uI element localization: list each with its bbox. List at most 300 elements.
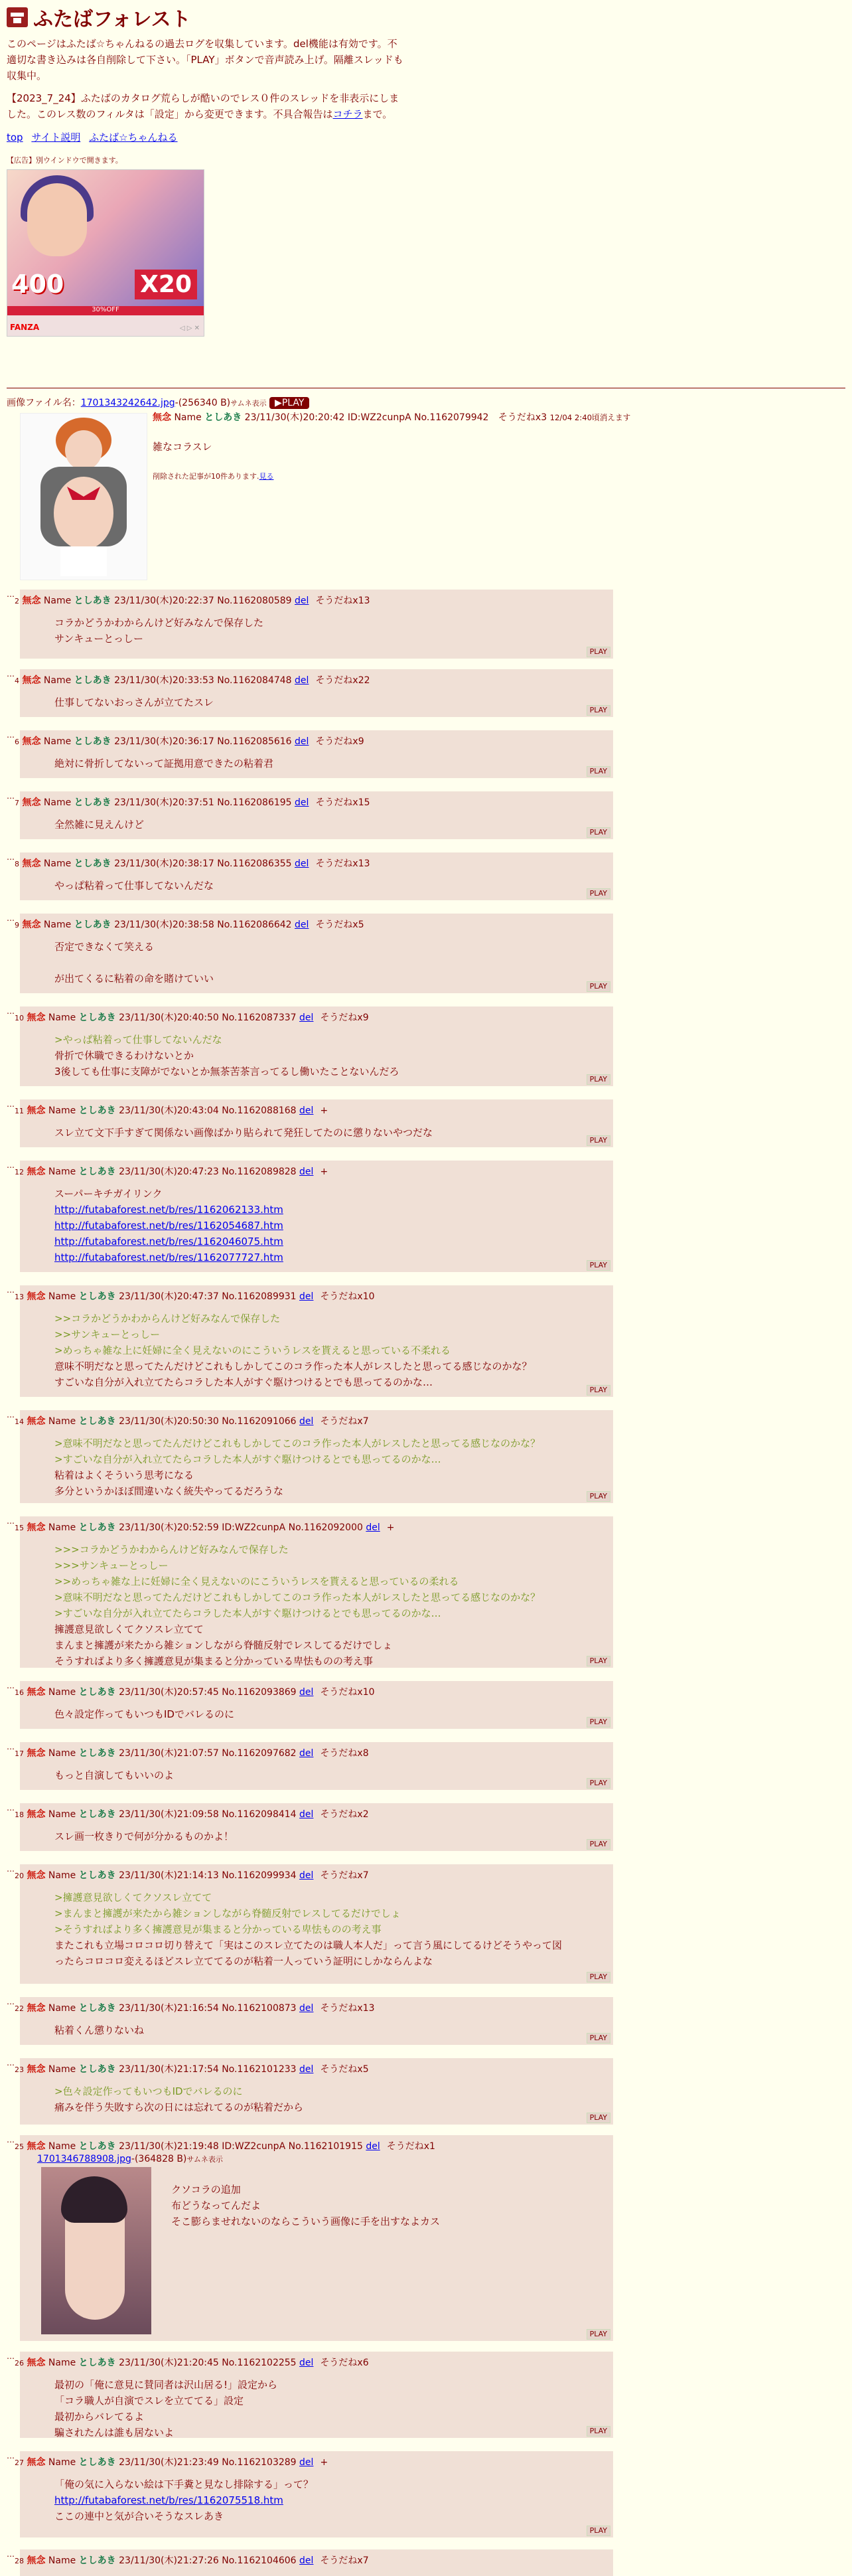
reply-index: 23 — [15, 2065, 24, 2074]
reply-quote-line: >>>サンキューとっしー — [54, 1560, 169, 1571]
reply-sodane[interactable]: + — [320, 1105, 328, 1116]
reply-header — [15, 1414, 369, 1427]
ad-price: 400 — [11, 270, 64, 299]
reply-url-link[interactable]: http://futabaforest.net/b/res/1162075518.htm — [54, 2494, 283, 2506]
reply-number[interactable]: No.1162100873 — [222, 2003, 297, 2014]
reply-quote-line: >すごいな自分が入れ立てたらコラした本人がすぐ駆けつけるとでも思ってるのかな… — [54, 1607, 441, 1619]
reply-header — [15, 856, 370, 870]
reply-quote-line: >>コラかどうかわからんけど好みなんで保存した — [54, 1313, 281, 1325]
reply-play-button[interactable]: PLAY — [587, 1778, 610, 1789]
reply-play-button[interactable]: PLAY — [587, 1074, 610, 1085]
reply-line: そうすればより多く擁護意見が集まると分かっている卑怯ものの考え事 — [54, 1655, 374, 1667]
reply-subject: 無念 — [27, 1291, 46, 1302]
reply-line: 擁護意見欲しくてクソスレ立てて — [54, 1623, 204, 1635]
reply-message — [54, 1125, 433, 1141]
nav-futaba-link[interactable]: ふたば☆ちゃんねる — [89, 131, 178, 143]
reply-index: 13 — [15, 1293, 24, 1301]
reply-name: としあき — [78, 1167, 116, 1177]
reply-del-link[interactable]: del — [295, 797, 309, 808]
reply-number[interactable]: No.1162098414 — [222, 1809, 297, 1820]
reply-file-size: -(364828 B) — [131, 2154, 187, 2164]
reply-post — [7, 2135, 613, 2341]
reply-sodane[interactable]: そうだねx15 — [315, 797, 370, 808]
reply-sodane[interactable]: そうだねx1 — [386, 2141, 435, 2152]
reply-quote-line: >>めっちゃ雑な上に妊婦に全く見えないのにこういうレスを貰えると思っているの柔れる — [54, 1575, 459, 1587]
reply-index: 8 — [15, 860, 19, 868]
reply-header — [15, 2455, 328, 2468]
reply-line — [54, 2492, 313, 2508]
reply-subject: 無念 — [27, 1522, 46, 1533]
reply-subject: 無念 — [27, 2457, 46, 2468]
reply-subject: 無念 — [22, 736, 41, 747]
op-number[interactable]: No.1162079942 — [414, 412, 489, 423]
reply-play-button[interactable]: PLAY — [587, 1656, 610, 1666]
reply-number[interactable]: No.1162089931 — [222, 1291, 297, 1302]
reply-name: としあき — [78, 2457, 116, 2468]
reply-line — [54, 1202, 283, 1218]
reply-sodane[interactable]: そうだねx13 — [320, 2003, 375, 2014]
reply-header — [15, 918, 364, 931]
reply-index: 25 — [15, 2142, 24, 2151]
reply-number[interactable]: No.1162093869 — [222, 1687, 297, 1698]
reply-menu-icon[interactable]: … — [7, 1742, 15, 1751]
ad-banner[interactable] — [7, 169, 204, 337]
op-thumb-note[interactable]: サムネ表示 — [230, 399, 267, 408]
reply-message — [54, 1032, 399, 1080]
reply-line: 最初の「俺に意見に賛同者は沢山居る!」設定から — [54, 2379, 278, 2391]
op-file-size: -(256340 B) — [175, 398, 231, 408]
reply-name-label: Name — [43, 797, 72, 808]
reply-index: 14 — [15, 1417, 24, 1426]
reply-quote-line: >>サンキューとっしー — [54, 1328, 161, 1340]
logo-icon[interactable] — [7, 7, 28, 27]
reply-header — [15, 1685, 375, 1698]
reply-message — [54, 1828, 234, 1844]
reply-name-label: Name — [48, 2003, 76, 2014]
op-id: ID:WZ2cunpA — [347, 412, 411, 423]
reply-del-link[interactable]: del — [299, 1012, 314, 1023]
reply-line: 仕事してないおっさんが立てたスレ — [54, 696, 214, 708]
op-file-label: 画像ファイル名： — [7, 398, 81, 408]
reply-number[interactable]: No.1162085616 — [217, 736, 292, 747]
reply-del-link[interactable]: del — [299, 1748, 314, 1759]
reply-number[interactable]: No.1162091066 — [222, 1416, 297, 1427]
reply-number[interactable]: No.1162101915 — [288, 2141, 363, 2152]
reply-line: コラかどうかわからんけど好みなんで保存した — [54, 617, 264, 629]
reply-menu-icon[interactable]: … — [7, 1681, 15, 1690]
reply-name: としあき — [74, 920, 111, 930]
reply-name-label: Name — [43, 920, 72, 930]
reply-box — [15, 2058, 613, 2125]
reply-box — [15, 1681, 613, 1729]
reply-box — [15, 1410, 613, 1503]
bug-report-link[interactable]: コチラ — [332, 108, 363, 120]
reply-line: すごいな自分が入れ立てたらコラした本人がすぐ駆けつけるとでも思ってるのかな… — [54, 1376, 433, 1388]
reply-box — [15, 1803, 613, 1851]
op-expire: 12/04 2:40頃消えます — [549, 413, 631, 422]
intro-paragraph-2 — [7, 90, 405, 122]
reply-header — [15, 734, 364, 748]
reply-header — [15, 2553, 369, 2567]
reply-datetime: 23/11/30(木)21:23:49 — [119, 2457, 219, 2468]
reply-menu-icon[interactable]: … — [7, 1161, 15, 1170]
reply-message — [54, 2377, 277, 2441]
page-header — [0, 0, 852, 337]
reply-quote-line: >すごいな自分が入れ立てたらコラした本人がすぐ駆けつけるとでも思ってるのかな… — [54, 1453, 441, 1465]
reply-line: スーパーキチガイリンク — [54, 1188, 163, 1200]
reply-menu-icon[interactable]: … — [7, 1099, 15, 1109]
reply-play-button[interactable]: PLAY — [587, 1135, 610, 1146]
reply-subject: 無念 — [27, 1012, 46, 1023]
reply-quote-line: >擁護意見欲しくてクソスレ立てて — [54, 1892, 212, 1903]
reply-sodane[interactable]: そうだねx5 — [315, 920, 364, 930]
reply-play-button[interactable]: PLAY — [587, 2113, 610, 2123]
reply-subject: 無念 — [27, 1416, 46, 1427]
reply-del-link[interactable]: del — [299, 2457, 314, 2468]
reply-name-label: Name — [48, 1012, 76, 1023]
reply-number[interactable]: No.1162086195 — [217, 797, 292, 808]
reply-thumbnail[interactable] — [41, 2167, 151, 2334]
reply-name: としあき — [78, 1809, 116, 1820]
reply-quote-line: >そうすればより多く擁護意見が集まると分かっている卑怯ものの考え事 — [54, 1923, 382, 1935]
reply-play-button[interactable]: PLAY — [587, 827, 610, 838]
reply-line — [54, 1218, 283, 1234]
reply-menu-icon[interactable]: … — [7, 1803, 15, 1812]
reply-line: 3後しても仕事に支障がでないとか無茶苦茶言ってるし働いたことないんだろ — [54, 1066, 399, 1078]
reply-box — [15, 1516, 613, 1668]
reply-menu-icon[interactable]: … — [7, 590, 15, 599]
reply-number[interactable]: No.1162089828 — [222, 1167, 297, 1177]
reply-line: まんまと擁護が来たから雑ションしながら脊髄反射でレスしてるだけでしょ — [54, 1639, 393, 1651]
op-sodane[interactable]: そうだねx3 — [498, 412, 547, 423]
reply-number[interactable]: No.1162097682 — [222, 1748, 297, 1759]
reply-del-link[interactable]: del — [299, 2358, 314, 2368]
reply-menu-icon[interactable]: … — [7, 2135, 15, 2144]
reply-del-link[interactable]: del — [366, 1522, 380, 1533]
reply-play-button[interactable]: PLAY — [587, 888, 610, 899]
reply-line: クソコラの追加 — [171, 2184, 241, 2196]
reply-post — [7, 2058, 613, 2125]
op-thumbnail[interactable] — [20, 413, 147, 580]
reply-play-button[interactable]: PLAY — [587, 1839, 610, 1850]
reply-del-link[interactable]: del — [299, 1105, 314, 1116]
reply-index: 26 — [15, 2359, 24, 2368]
reply-menu-icon[interactable]: … — [7, 914, 15, 923]
reply-url-link[interactable]: http://futabaforest.net/b/res/1162077727.htm — [54, 1251, 283, 1263]
reply-index: 10 — [15, 1014, 24, 1022]
reply-datetime: 23/11/30(木)20:52:59 — [119, 1522, 219, 1533]
reply-line: 絶対に骨折してないって証拠用意できたの粘着君 — [54, 758, 274, 769]
op-deleted-note-text: 削除された記事が10件あります. — [153, 472, 259, 481]
reply-line: 骨折で休職できるわけないとか — [54, 1050, 194, 1062]
reply-sodane[interactable]: そうだねx8 — [320, 1748, 369, 1759]
reply-sodane[interactable]: そうだねx13 — [315, 858, 370, 869]
reply-menu-icon[interactable]: … — [7, 1864, 15, 1874]
reply-subject: 無念 — [22, 858, 41, 869]
reply-subject: 無念 — [27, 1105, 46, 1116]
op-file-line — [7, 396, 845, 409]
reply-sodane[interactable]: そうだねx9 — [315, 736, 364, 747]
reply-datetime: 23/11/30(木)20:36:17 — [114, 736, 214, 747]
reply-url-link[interactable]: http://futabaforest.net/b/res/1162062133.htm — [54, 1204, 283, 1216]
reply-quote-line: >やっぱ粘着って仕事してないんだな — [54, 1034, 222, 1046]
reply-number[interactable]: No.1162080589 — [217, 596, 292, 606]
reply-play-button[interactable]: PLAY — [587, 647, 610, 657]
reply-menu-icon[interactable]: … — [7, 669, 15, 679]
reply-del-link[interactable]: del — [295, 736, 309, 747]
reply-del-link[interactable]: del — [299, 1687, 314, 1698]
reply-datetime: 23/11/30(木)20:38:17 — [114, 858, 214, 869]
reply-post — [7, 1742, 613, 1790]
reply-box — [15, 2549, 613, 2576]
op-name-label: Name — [174, 412, 202, 423]
reply-datetime: 23/11/30(木)20:40:50 — [119, 1012, 219, 1023]
reply-name-label: Name — [48, 1809, 76, 1820]
reply-del-link[interactable]: del — [299, 1167, 314, 1177]
reply-menu-icon[interactable]: … — [7, 1410, 15, 1419]
reply-header — [15, 1520, 395, 1534]
reply-del-link[interactable]: del — [299, 1291, 314, 1302]
reply-name: としあき — [74, 596, 111, 606]
reply-sodane[interactable]: そうだねx5 — [320, 2064, 369, 2075]
reply-name: としあき — [78, 1870, 116, 1881]
reply-number[interactable]: No.1162099934 — [222, 1870, 297, 1881]
reply-number[interactable]: No.1162104606 — [222, 2555, 297, 2566]
reply-line: 「俺の気に入らない絵は下手糞と見なし排除する」って？ — [54, 2478, 314, 2490]
reply-number[interactable]: No.1162087337 — [222, 1012, 297, 1023]
reply-menu-icon[interactable]: … — [7, 1516, 15, 1526]
site-title[interactable]: ふたばフォレスト — [33, 8, 191, 31]
reply-header — [15, 795, 370, 809]
reply-del-link[interactable]: del — [295, 675, 309, 686]
reply-number[interactable]: No.1162092000 — [288, 1522, 363, 1533]
reply-id: ID:WZ2cunpA — [222, 1522, 286, 1533]
reply-line: 最初からバレてるよ — [54, 2411, 145, 2423]
reply-name-label: Name — [48, 2141, 76, 2152]
reply-name-label: Name — [43, 736, 72, 747]
reply-header — [15, 1103, 328, 1117]
reply-name: としあき — [78, 1522, 116, 1533]
reply-play-button[interactable]: PLAY — [587, 2526, 610, 2536]
reply-sodane[interactable]: + — [320, 2457, 328, 2468]
reply-del-link[interactable]: del — [366, 2141, 380, 2152]
reply-del-link[interactable]: del — [299, 1809, 314, 1820]
reply-thumb-hair-shape — [61, 2176, 127, 2223]
reply-name-label: Name — [48, 1105, 76, 1116]
reply-name-label: Name — [48, 2457, 76, 2468]
reply-play-button[interactable]: PLAY — [587, 1491, 610, 1502]
reply-number[interactable]: No.1162086355 — [217, 858, 292, 869]
reply-del-link[interactable]: del — [299, 2064, 314, 2075]
intro-paragraph-2-text: 【2023_7_24】ふたばのカタログ荒らしが酷いのでレス０件のスレッドを非表示にしました。このレス数のフィルタは「設定」から変更できます。不具合報告は — [7, 92, 399, 120]
reply-name-label: Name — [43, 858, 72, 869]
reply-quote-line: >めっちゃ雑な上に妊婦に全く見えないのにこういうレスを貰えると思っている不柔れる — [54, 1344, 451, 1356]
reply-name-label: Name — [48, 1167, 76, 1177]
reply-line: 意味不明だなと思ってたんだけどこれもしかしてこのコラ作った本人がレスしたと思ってる感じなのかな？ — [54, 1360, 532, 1372]
reply-index: 15 — [15, 1524, 24, 1532]
reply-post — [7, 1864, 613, 1984]
reply-play-button[interactable]: PLAY — [587, 1717, 610, 1728]
reply-post — [7, 2352, 613, 2438]
reply-index: 2 — [15, 597, 19, 605]
reply-name-label: Name — [48, 2358, 76, 2368]
nav-top-link[interactable]: top — [7, 131, 23, 143]
reply-index: 12 — [15, 1168, 24, 1176]
reply-number[interactable]: No.1162088168 — [222, 1105, 297, 1116]
op-file-link[interactable]: 1701343242642.jpg — [80, 398, 175, 408]
nav-about-link[interactable]: サイト説明 — [31, 131, 81, 143]
reply-menu-icon[interactable]: … — [7, 730, 15, 740]
reply-file-link[interactable]: 1701346788908.jpg — [37, 2154, 131, 2164]
op-deleted-view-link[interactable]: 見る — [259, 472, 274, 481]
reply-del-link[interactable]: del — [295, 596, 309, 606]
reply-datetime: 23/11/30(木)20:37:51 — [114, 797, 214, 808]
reply-message — [54, 615, 263, 647]
reply-play-button[interactable]: PLAY — [587, 766, 610, 777]
op-post — [7, 409, 845, 578]
intro-paragraph-2-suffix: まで。 — [362, 108, 393, 120]
reply-del-link[interactable]: del — [299, 1416, 314, 1427]
reply-box — [15, 2135, 613, 2341]
reply-thumb-note[interactable]: サムネ表示 — [186, 2155, 223, 2164]
reply-del-link[interactable]: del — [295, 858, 309, 869]
reply-sodane[interactable]: そうだねx7 — [320, 2555, 369, 2566]
reply-index: 4 — [15, 677, 19, 685]
reply-menu-icon[interactable]: … — [7, 1006, 15, 1016]
reply-box — [15, 2352, 613, 2439]
reply-subject: 無念 — [27, 2555, 46, 2566]
reply-line: ここの連中と気が合いそうなスレあき — [54, 2510, 224, 2522]
reply-line: 布どうなってんだよ — [171, 2200, 261, 2212]
reply-number[interactable]: No.1162101233 — [222, 2064, 297, 2075]
reply-index: 28 — [15, 2557, 24, 2565]
reply-del-link[interactable]: del — [299, 2003, 314, 2014]
reply-menu-icon[interactable]: … — [7, 1997, 15, 2006]
reply-play-button[interactable]: PLAY — [587, 2426, 610, 2437]
reply-play-button[interactable]: PLAY — [587, 2329, 610, 2340]
reply-datetime: 23/11/30(木)21:17:54 — [119, 2064, 219, 2075]
op-message: 雑なコラスレ — [153, 441, 212, 453]
reply-number[interactable]: No.1162084748 — [217, 675, 292, 686]
reply-line — [54, 1249, 283, 1265]
reply-header — [15, 2001, 375, 2014]
reply-message — [171, 2182, 440, 2229]
reply-sodane[interactable]: そうだねx2 — [320, 1809, 369, 1820]
reply-post — [7, 914, 613, 993]
reply-menu-icon[interactable]: … — [7, 2451, 15, 2460]
reply-post — [7, 1410, 613, 1503]
reply-menu-icon[interactable]: … — [7, 2549, 15, 2559]
reply-play-button[interactable]: PLAY — [587, 1385, 610, 1396]
reply-menu-icon[interactable]: … — [7, 1285, 15, 1295]
reply-message — [54, 817, 144, 833]
reply-index: 9 — [15, 921, 19, 929]
reply-sodane[interactable]: そうだねx7 — [320, 1870, 369, 1881]
reply-datetime: 23/11/30(木)20:22:37 — [114, 596, 214, 606]
reply-play-button[interactable]: PLAY — [587, 705, 610, 716]
reply-play-button[interactable]: PLAY — [587, 981, 610, 992]
reply-del-link[interactable]: del — [299, 1870, 314, 1881]
ad-face-shape — [27, 183, 87, 256]
reply-box — [15, 590, 613, 659]
reply-message — [54, 756, 273, 771]
reply-name: としあき — [78, 1105, 116, 1116]
reply-datetime: 23/11/30(木)20:33:53 — [114, 675, 214, 686]
reply-file-line — [37, 2154, 223, 2164]
reply-del-link[interactable]: del — [295, 920, 309, 930]
reply-name: としあき — [78, 2003, 116, 2014]
reply-menu-icon[interactable]: … — [7, 2058, 15, 2067]
reply-sodane[interactable]: + — [320, 1167, 328, 1177]
reply-line: 騙されたんは誰も居ないよ — [54, 2427, 175, 2439]
op-text — [153, 410, 630, 481]
reply-header — [15, 594, 370, 607]
reply-menu-icon[interactable]: … — [7, 791, 15, 801]
reply-line — [54, 955, 214, 971]
reply-number[interactable]: No.1162103289 — [222, 2457, 297, 2468]
reply-quote-line: >まんまと擁護が来たから雑ションしながら脊髄反射でレスしてるだけでしょ — [54, 1907, 401, 1919]
reply-quote-line: >>>コラかどうかわからんけど好みなんで保存した — [54, 1544, 289, 1556]
reply-play-button[interactable]: PLAY — [587, 1972, 610, 1982]
reply-quote-line: >意味不明だなと思ってたんだけどこれもしかしてこのコラ作った本人がレスしたと思ってる感じなのかな？ — [54, 1591, 541, 1603]
reply-sodane[interactable]: そうだねx6 — [320, 2358, 369, 2368]
reply-box — [15, 1099, 613, 1147]
reply-url-link[interactable]: http://futabaforest.net/b/res/1162054687.htm — [54, 1220, 283, 1232]
reply-number[interactable]: No.1162102255 — [222, 2358, 297, 2368]
reply-index: 18 — [15, 1811, 24, 1819]
reply-sodane[interactable]: そうだねx7 — [320, 1416, 369, 1427]
ad-nav-icons[interactable]: ◁ ▷ ✕ — [179, 325, 200, 332]
reply-number[interactable]: No.1162086642 — [217, 920, 292, 930]
reply-url-link[interactable]: http://futabaforest.net/b/res/1162046075.htm — [54, 1236, 283, 1248]
reply-sodane[interactable]: そうだねx13 — [315, 596, 370, 606]
thread — [7, 396, 845, 578]
reply-index: 27 — [15, 2458, 24, 2467]
reply-index: 20 — [15, 1872, 24, 1880]
reply-sodane[interactable]: そうだねx10 — [320, 1291, 375, 1302]
reply-name-label: Name — [48, 1748, 76, 1759]
reply-del-link[interactable]: del — [299, 2555, 314, 2566]
op-play-button[interactable]: ▶PLAY — [269, 397, 309, 409]
reply-message — [54, 1186, 283, 1265]
reply-sodane[interactable]: そうだねx22 — [315, 675, 370, 686]
reply-post — [7, 1516, 613, 1668]
reply-name-label: Name — [48, 1687, 76, 1698]
reply-menu-icon[interactable]: … — [7, 852, 15, 862]
reply-subject: 無念 — [22, 675, 41, 686]
reply-name-label: Name — [43, 596, 72, 606]
reply-sodane[interactable]: + — [386, 1522, 395, 1533]
reply-post — [7, 1285, 613, 1397]
reply-post — [7, 1161, 613, 1272]
reply-sodane[interactable]: そうだねx9 — [320, 1012, 369, 1023]
op-datetime: 23/11/30(木)20:20:42 — [244, 412, 345, 423]
reply-menu-icon[interactable]: … — [7, 2352, 15, 2361]
reply-line: 痛みを伴う失敗すら次の日には忘れてるのが粘着だから — [54, 2101, 304, 2113]
reply-message — [54, 2022, 144, 2038]
reply-message — [54, 1767, 174, 1783]
reply-sodane[interactable]: そうだねx10 — [320, 1687, 375, 1698]
reply-box — [15, 2451, 613, 2537]
reply-line: サンキューとっしー — [54, 633, 143, 645]
reply-datetime: 23/11/30(木)20:57:45 — [119, 1687, 219, 1698]
reply-header — [15, 2356, 369, 2369]
reply-play-button[interactable]: PLAY — [587, 2033, 610, 2044]
reply-post — [7, 1099, 613, 1147]
intro-text — [7, 36, 845, 122]
reply-play-button[interactable]: PLAY — [587, 1260, 610, 1271]
reply-line: スレ画一枚きりで何が分かるものかよ！ — [54, 1830, 234, 1842]
